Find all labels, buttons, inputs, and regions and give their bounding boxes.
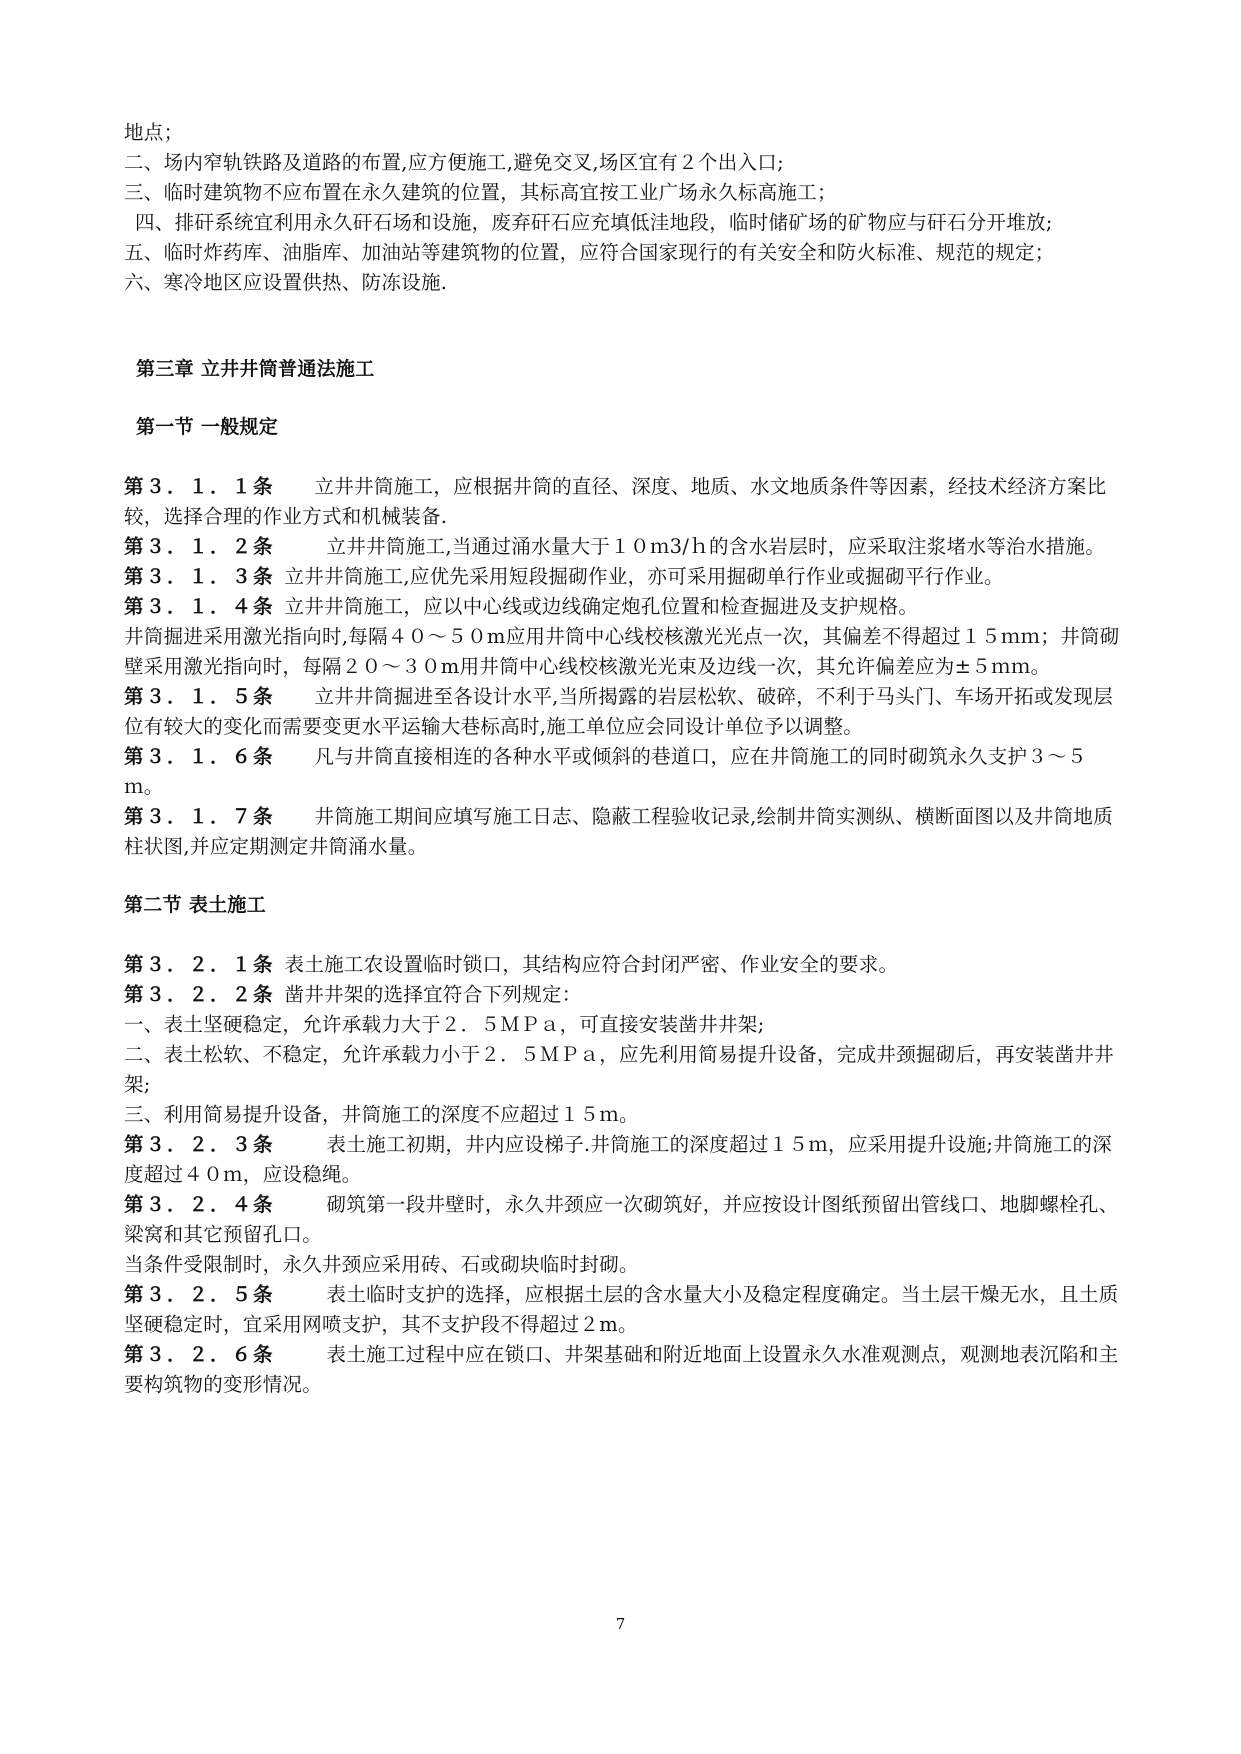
intro-line: 六、寒冷地区应设置供热、防冻设施. — [124, 271, 448, 294]
section-title: 第二节 表土施工 — [124, 894, 267, 916]
list-item: 二、表土松软、不稳定，允许承载力小于２．５ＭＰａ，应先利用简易提升设备，完成井颈掘砌后，再安装凿井井架; — [124, 1043, 1115, 1096]
article-text: 表土施工初期，井内应设梯子.井筒施工的深度超过１５ｍ，应采用提升设施;井筒施工的深度超过４０ｍ，应设稳绳。 — [124, 1133, 1113, 1186]
article-number: 第３．２．２条 — [124, 983, 275, 1006]
article — [124, 980, 1124, 1010]
paragraph: 井筒掘进采用激光指向时,每隔４０～５０m应用井筒中心线校核激光光点一次，其偏差不得超过１５ｍｍ；井筒砌壁采用激光指向时，每隔２０～３０m用井筒中心线校核激光光束及边线一次，其允许偏差应为±５ｍｍ。 — [124, 625, 1120, 678]
article — [124, 562, 1124, 592]
article-text: 表土临时支护的选择，应根据土层的含水量大小及稳定程度确定。当土层干燥无水，且土质坚硬稳定时，宜采用网喷支护，其不支护段不得超过２m。 — [124, 1283, 1119, 1336]
article-number: 第３．２．３条 — [124, 1133, 275, 1156]
article-number: 第３．２．６条 — [124, 1343, 275, 1366]
article — [124, 532, 1124, 562]
article-number: 第３．１．２条 — [124, 535, 275, 558]
document-body — [124, 118, 1124, 1400]
article-text: 立井井筒施工,当通过涌水量大于１０ｍ3/ｈ的含水岩层时，应采取注浆堵水等治水措施。 — [326, 535, 1105, 558]
article — [124, 472, 1124, 532]
article-number: 第３．１．７条 — [124, 805, 275, 828]
section-title: 第一节 一般规定 — [136, 416, 279, 438]
article-text: 立井井筒施工,应优先采用短段掘砌作业，亦可采用掘砌单行作业或掘砌平行作业。 — [284, 565, 1004, 588]
article-number: 第３．２．４条 — [124, 1193, 275, 1216]
article-text: 表土施工过程中应在锁口、井架基础和附近地面上设置永久水准观测点，观测地表沉陷和主要构筑物的变形情况。 — [124, 1343, 1119, 1396]
intro-line: 地点； — [124, 121, 184, 144]
article — [124, 1190, 1124, 1250]
article-text: 井筒施工期间应填写施工日志、隐蔽工程验收记录,绘制井筒实测纵、横断面图以及井筒地质柱状图,并应定期测定井筒涌水量。 — [124, 805, 1114, 858]
article — [124, 950, 1124, 980]
article — [124, 802, 1124, 862]
article-text: 凡与井筒直接相连的各种水平或倾斜的巷道口，应在井筒施工的同时砌筑永久支护３～５ｍ。 — [124, 745, 1087, 798]
intro-line: 五、临时炸药库、油脂库、加油站等建筑物的位置，应符合国家现行的有关安全和防火标准、规范的规定； — [124, 241, 1055, 264]
paragraph: 当条件受限制时，永久井颈应采用砖、石或砌块临时封砌。 — [124, 1253, 639, 1276]
article — [124, 592, 1124, 622]
article-number: 第３．２．１条 — [124, 953, 275, 976]
article-number: 第３．２．５条 — [124, 1283, 275, 1306]
article-number: 第３．１．３条 — [124, 565, 275, 588]
chapter-title: 第三章 立井井筒普通法施工 — [136, 358, 375, 380]
article-text: 表土施工农设置临时锁口，其结构应符合封闭严密、作业安全的要求。 — [284, 953, 899, 976]
article-text: 立井井筒施工，应以中心线或边线确定炮孔位置和检查掘进及支护规格。 — [284, 595, 919, 618]
article — [124, 682, 1124, 742]
article-number: 第３．１．１条 — [124, 475, 275, 498]
article-text: 立井井筒掘进至各设计水平,当所揭露的岩层松软、破碎，不利于马头门、车场开拓或发现层位有较大的变化而需要变更水平运输大巷标高时,施工单位应会同设计单位予以调整。 — [124, 685, 1114, 738]
list-item: 一、表土坚硬稳定，允许承载力大于２．５ＭＰａ，可直接安装凿井井架; — [124, 1013, 765, 1036]
article-text: 凿井井架的选择宜符合下列规定： — [284, 983, 582, 1006]
page-number: 7 — [615, 1615, 626, 1633]
article — [124, 1280, 1124, 1340]
list-item: 三、利用简易提升设备，井筒施工的深度不应超过１５ｍ。 — [124, 1103, 639, 1126]
article — [124, 1340, 1124, 1400]
article — [124, 742, 1124, 802]
article-number: 第３．１．４条 — [124, 595, 275, 618]
article-number: 第３．１．６条 — [124, 745, 275, 768]
article-text: 立井井筒施工，应根据井筒的直径、深度、地质、水文地质条件等因素，经技术经济方案比较，选择合理的作业方式和机械装备. — [124, 475, 1107, 528]
article — [124, 1130, 1124, 1190]
intro-line: 三、临时建筑物不应布置在永久建筑的位置，其标高宜按工业广场永久标高施工； — [124, 181, 837, 204]
intro-line: 四、排矸系统宜利用永久矸石场和设施，废弃矸石应充填低洼地段，临时储矿场的矿物应与矸石分开堆放; — [135, 211, 1053, 234]
intro-line: 二、场内窄轨铁路及道路的布置,应方便施工,避免交叉,场区宜有２个出入口; — [124, 151, 784, 174]
article-text: 砌筑第一段井壁时，永久井颈应一次砌筑好，并应按设计图纸预留出管线口、地脚螺栓孔、梁窝和其它预留孔口。 — [124, 1193, 1119, 1246]
article-number: 第３．１．５条 — [124, 685, 275, 708]
